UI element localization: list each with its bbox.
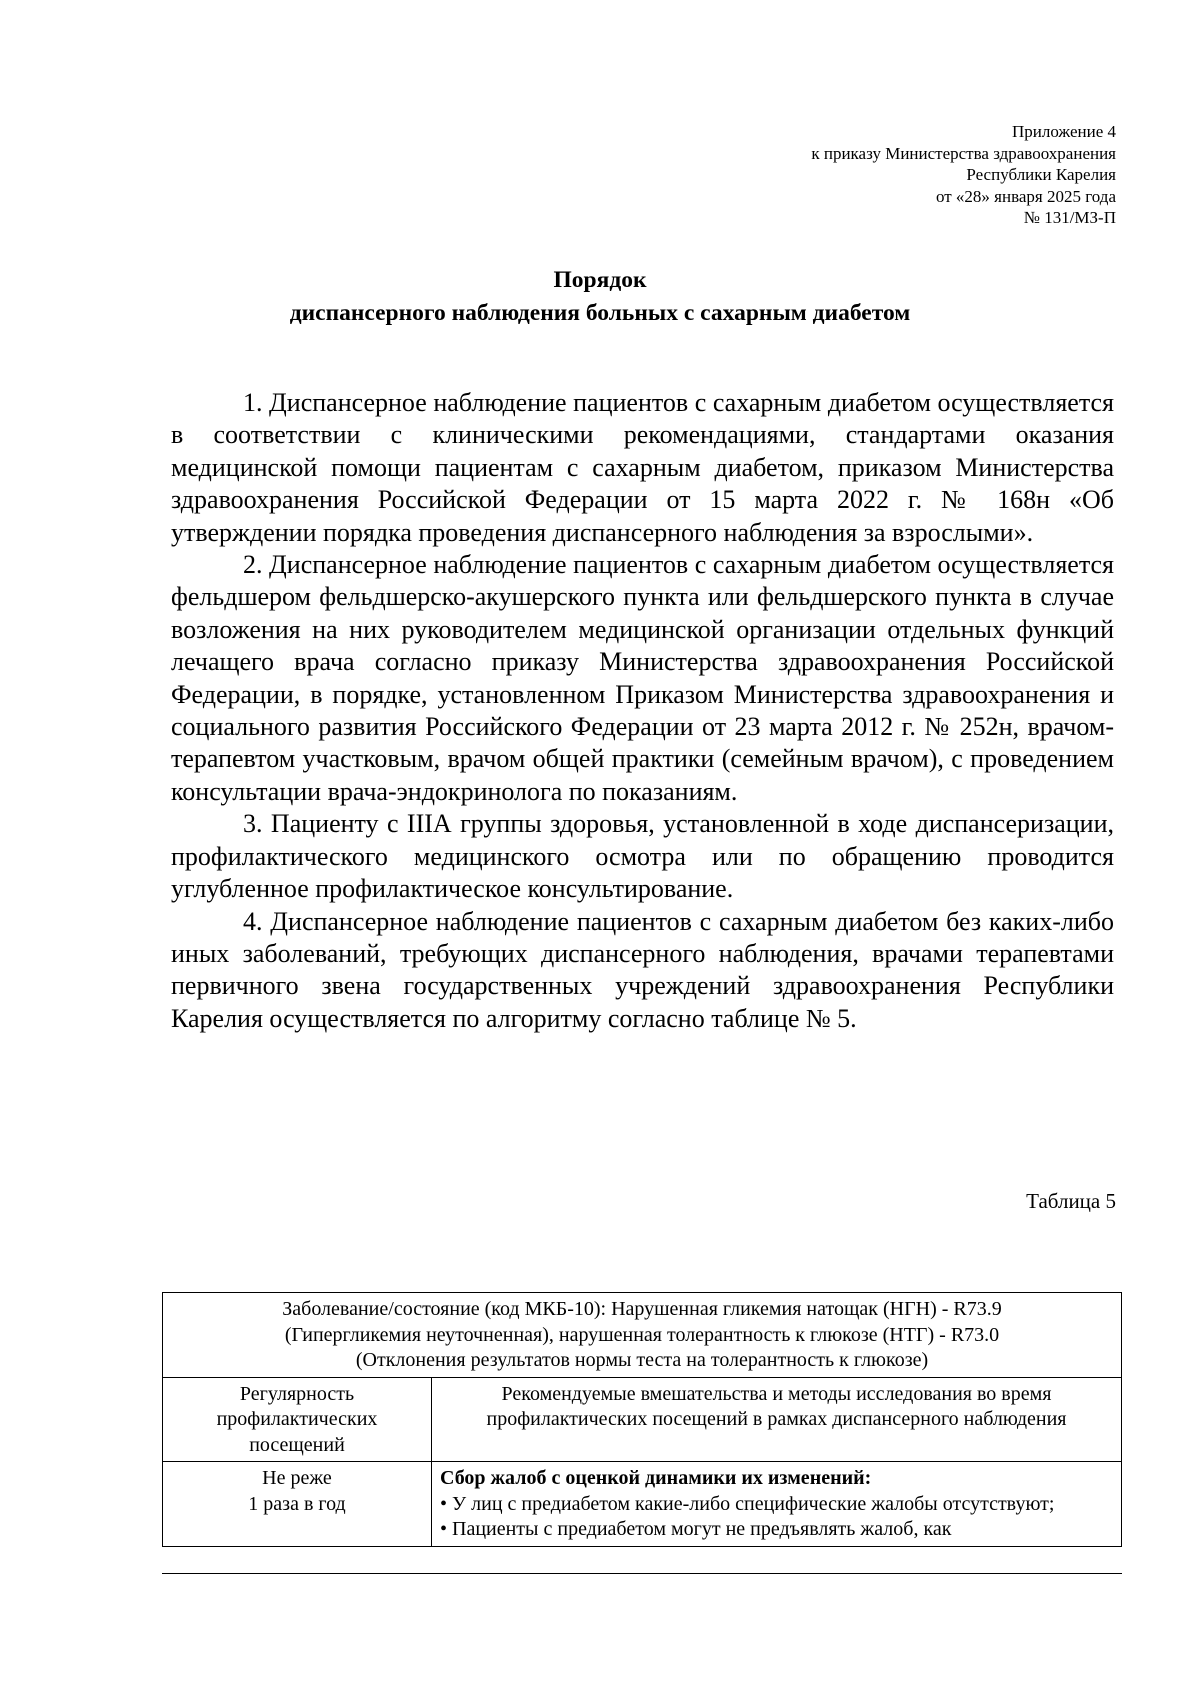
table-row bbox=[163, 1462, 1122, 1547]
table-label: Таблица 5 bbox=[1026, 1189, 1116, 1213]
table-bottom-border bbox=[162, 1573, 1122, 1574]
table-caption-row bbox=[163, 1293, 1122, 1378]
cell-frequency bbox=[163, 1462, 432, 1547]
caption-line-1: Заболевание/состояние (код МКБ-10): Нарушенная гликемия натощак (НГН) - R73.9 bbox=[282, 1298, 1002, 1320]
paragraph-2: 2. Диспансерное наблюдение пациентов с сахарным диабетом осуществляется фельдшером фельдшерско-акушерского пункта или фельдшерского пункта в случае возложения на них руководителем медицинской организации отдельных функций лечащего врача согласно приказу Министерства здравоохранения Российской Федерации, в порядке, установленном Приказом Министерства здравоохранения и социального развития Российского Федерации от 23 марта 2012 г. № 252н, врачом-терапевтом участковым, врачом общей практики (семейным врачом), с проведением консультации врача-эндокринолога по показаниям. bbox=[171, 550, 1114, 806]
interventions-item-1: • У лиц с предиабетом какие-либо специфические жалобы отсутствуют; bbox=[440, 1492, 1055, 1515]
title-line-2: диспансерного наблюдения больных с сахарным диабетом bbox=[289, 300, 911, 326]
header-cell-regularity: Регулярность профилактических посещений bbox=[163, 1377, 432, 1462]
order-reference: к приказу Министерства здравоохранения bbox=[811, 143, 1116, 163]
paragraph-1: 1. Диспансерное наблюдение пациентов с сахарным диабетом осуществляется в соответствии с клиническими рекомендациями, стандартами оказания медицинской помощи пациентам с сахарным диабетом, приказом Министерства здравоохранения Российской Федерации от 15 марта 2022 г. № 168н «Об утверждении порядка проведения диспансерного наблюдения за взрослыми». bbox=[171, 388, 1114, 547]
paragraph-3: 3. Пациенту с IIIА группы здоровья, установленной в ходе диспансеризации, профилактического медицинского осмотра или по обращению проводится углубленное профилактическое консультирование. bbox=[171, 809, 1114, 904]
cell-interventions bbox=[432, 1462, 1122, 1547]
body-text bbox=[171, 387, 1114, 1035]
caption-line-3: (Отклонения результатов нормы теста на толерантность к глюкозе) bbox=[355, 1349, 929, 1371]
header-cell-interventions: Рекомендуемые вмешательства и методы исследования во время профилактических посещений в рамках диспансерного наблюдения bbox=[432, 1377, 1122, 1462]
interventions-heading: Сбор жалоб с оценкой динамики их изменений: bbox=[440, 1467, 872, 1489]
table-header-row bbox=[163, 1377, 1122, 1462]
appendix-header bbox=[516, 121, 1116, 229]
frequency-line-2: 1 раза в год bbox=[248, 1492, 346, 1515]
order-date: от «28» января 2025 года bbox=[935, 186, 1116, 206]
document-title bbox=[0, 264, 1200, 330]
region-name: Республики Карелия bbox=[966, 165, 1116, 184]
order-number: № 131/МЗ-П bbox=[1023, 208, 1116, 227]
table-5 bbox=[162, 1292, 1122, 1547]
paragraph-4: 4. Диспансерное наблюдение пациентов с сахарным диабетом без каких-либо иных заболеваний, требующих диспансерного наблюдения, врачами терапевтами первичного звена государственных учреждений здравоохранения Республики Карелия осуществляется по алгоритму согласно таблице № 5. bbox=[171, 906, 1114, 1033]
caption-line-2: (Гипергликемия неуточненная), нарушенная толерантность к глюкозе (НТГ) - R73.0 bbox=[284, 1323, 1000, 1346]
appendix-number: Приложение 4 bbox=[1012, 122, 1116, 141]
table-container bbox=[162, 1292, 1122, 1574]
table-caption-cell bbox=[163, 1293, 1122, 1378]
frequency-line-1: Не реже bbox=[262, 1467, 332, 1489]
title-line-1: Порядок bbox=[553, 267, 647, 293]
interventions-item-2: • Пациенты с предиабетом могут не предъявлять жалоб, как bbox=[440, 1518, 952, 1540]
